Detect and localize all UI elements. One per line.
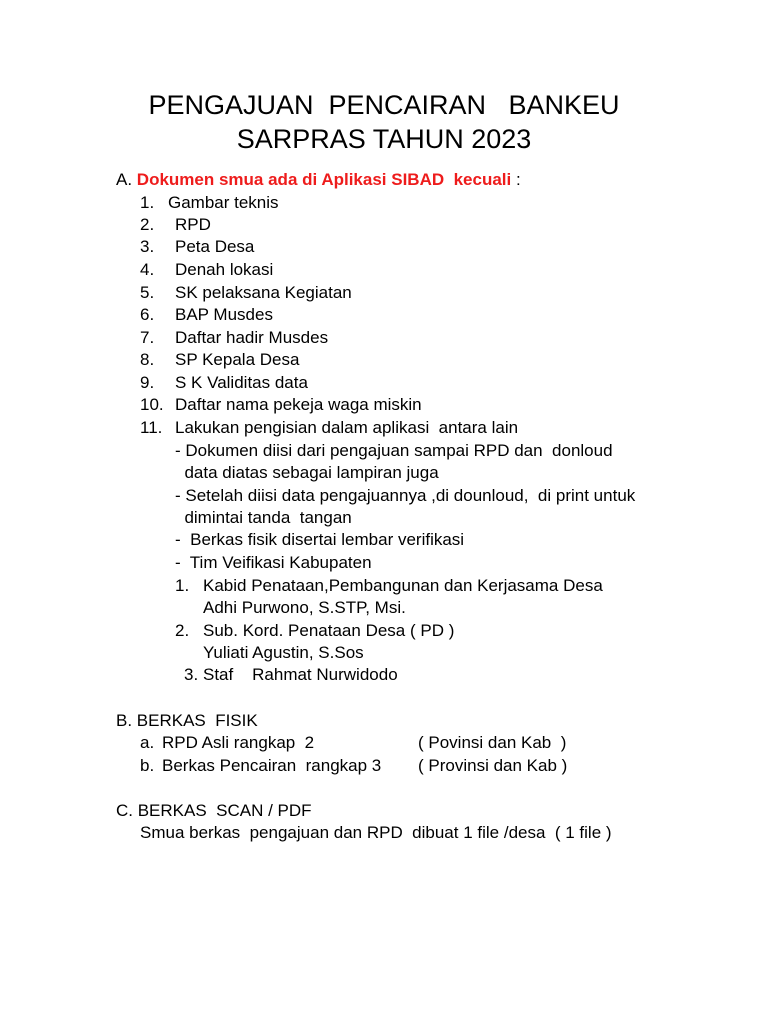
section-a-marker: A. (116, 170, 133, 189)
team-item-name: Adhi Purwono, S.STP, Msi. (203, 598, 406, 617)
list-item-note: ( Provinsi dan Kab ) (418, 756, 568, 775)
team-item-number: 1. (175, 576, 190, 595)
team-item-name: Yuliati Agustin, S.Sos (203, 643, 364, 662)
team-item-number: 3. (184, 665, 199, 684)
sub-list-line: - Berkas fisik disertai lembar verifikasi (175, 530, 465, 549)
section-a-heading (116, 169, 521, 191)
list-item-number: b. (140, 756, 155, 775)
list-item: S K Validitas data (175, 373, 308, 392)
team-item-number: 2. (175, 621, 190, 640)
list-item: Daftar hadir Musdes (175, 328, 329, 347)
list-item: Denah lokasi (175, 260, 274, 279)
list-item: Peta Desa (175, 237, 255, 256)
list-item-note: ( Povinsi dan Kab ) (418, 733, 567, 752)
sub-list-line: - Setelah diisi data pengajuannya ,di dounloud, di print untuk (175, 486, 636, 505)
list-item-number: 8. (140, 350, 155, 369)
list-item-number: a. (140, 733, 155, 752)
list-item-number: 3. (140, 237, 155, 256)
list-item-number: 7. (140, 328, 155, 347)
list-item-number: 11. (140, 418, 163, 437)
team-item-role: Kabid Penataan,Pembangunan dan Kerjasama Desa (203, 576, 603, 595)
list-item: Gambar teknis (168, 193, 279, 212)
list-item: RPD Asli rangkap 2 (162, 733, 315, 752)
section-a-heading-colon: : (511, 170, 521, 189)
list-item-number: 6. (140, 305, 155, 324)
list-item: Lakukan pengisian dalam aplikasi antara lain (175, 418, 519, 437)
list-item: Daftar nama pekeja waga miskin (175, 395, 422, 414)
team-item-role: Sub. Kord. Penataan Desa ( PD ) (203, 621, 455, 640)
section-a-heading-red: Dokumen smua ada di Aplikasi SIBAD kecuali (136, 170, 512, 189)
list-item-number: 9. (140, 373, 155, 392)
list-item-number: 1. (140, 193, 155, 212)
list-item: BAP Musdes (175, 305, 273, 324)
sub-list-line: - Dokumen diisi dari pengajuan sampai RPD dan donloud (175, 441, 613, 460)
list-item: Berkas Pencairan rangkap 3 (162, 756, 382, 775)
sub-list-line: - Tim Veifikasi Kabupaten (175, 553, 372, 572)
section-b-heading: B. BERKAS FISIK (116, 711, 258, 730)
list-item: RPD (175, 215, 211, 234)
section-c-body: Smua berkas pengajuan dan RPD dibuat 1 file /desa ( 1 file ) (140, 823, 612, 842)
sub-list-line: data diatas sebagai lampiran juga (175, 463, 439, 482)
team-item-role: Staf Rahmat Nurwidodo (203, 665, 398, 684)
list-item: SK pelaksana Kegiatan (175, 283, 352, 302)
list-item-number: 4. (140, 260, 155, 279)
section-c-heading: C. BERKAS SCAN / PDF (116, 801, 312, 820)
list-item-number: 5. (140, 283, 155, 302)
sub-list-line: dimintai tanda tangan (175, 508, 352, 527)
list-item: SP Kepala Desa (175, 350, 300, 369)
page-title-line-1: PENGAJUAN PENCAIRAN BANKEU (148, 90, 620, 120)
page-title-line-2: SARPRAS TAHUN 2023 (236, 124, 532, 154)
list-item-number: 10. (140, 395, 164, 414)
list-item-number: 2. (140, 215, 155, 234)
